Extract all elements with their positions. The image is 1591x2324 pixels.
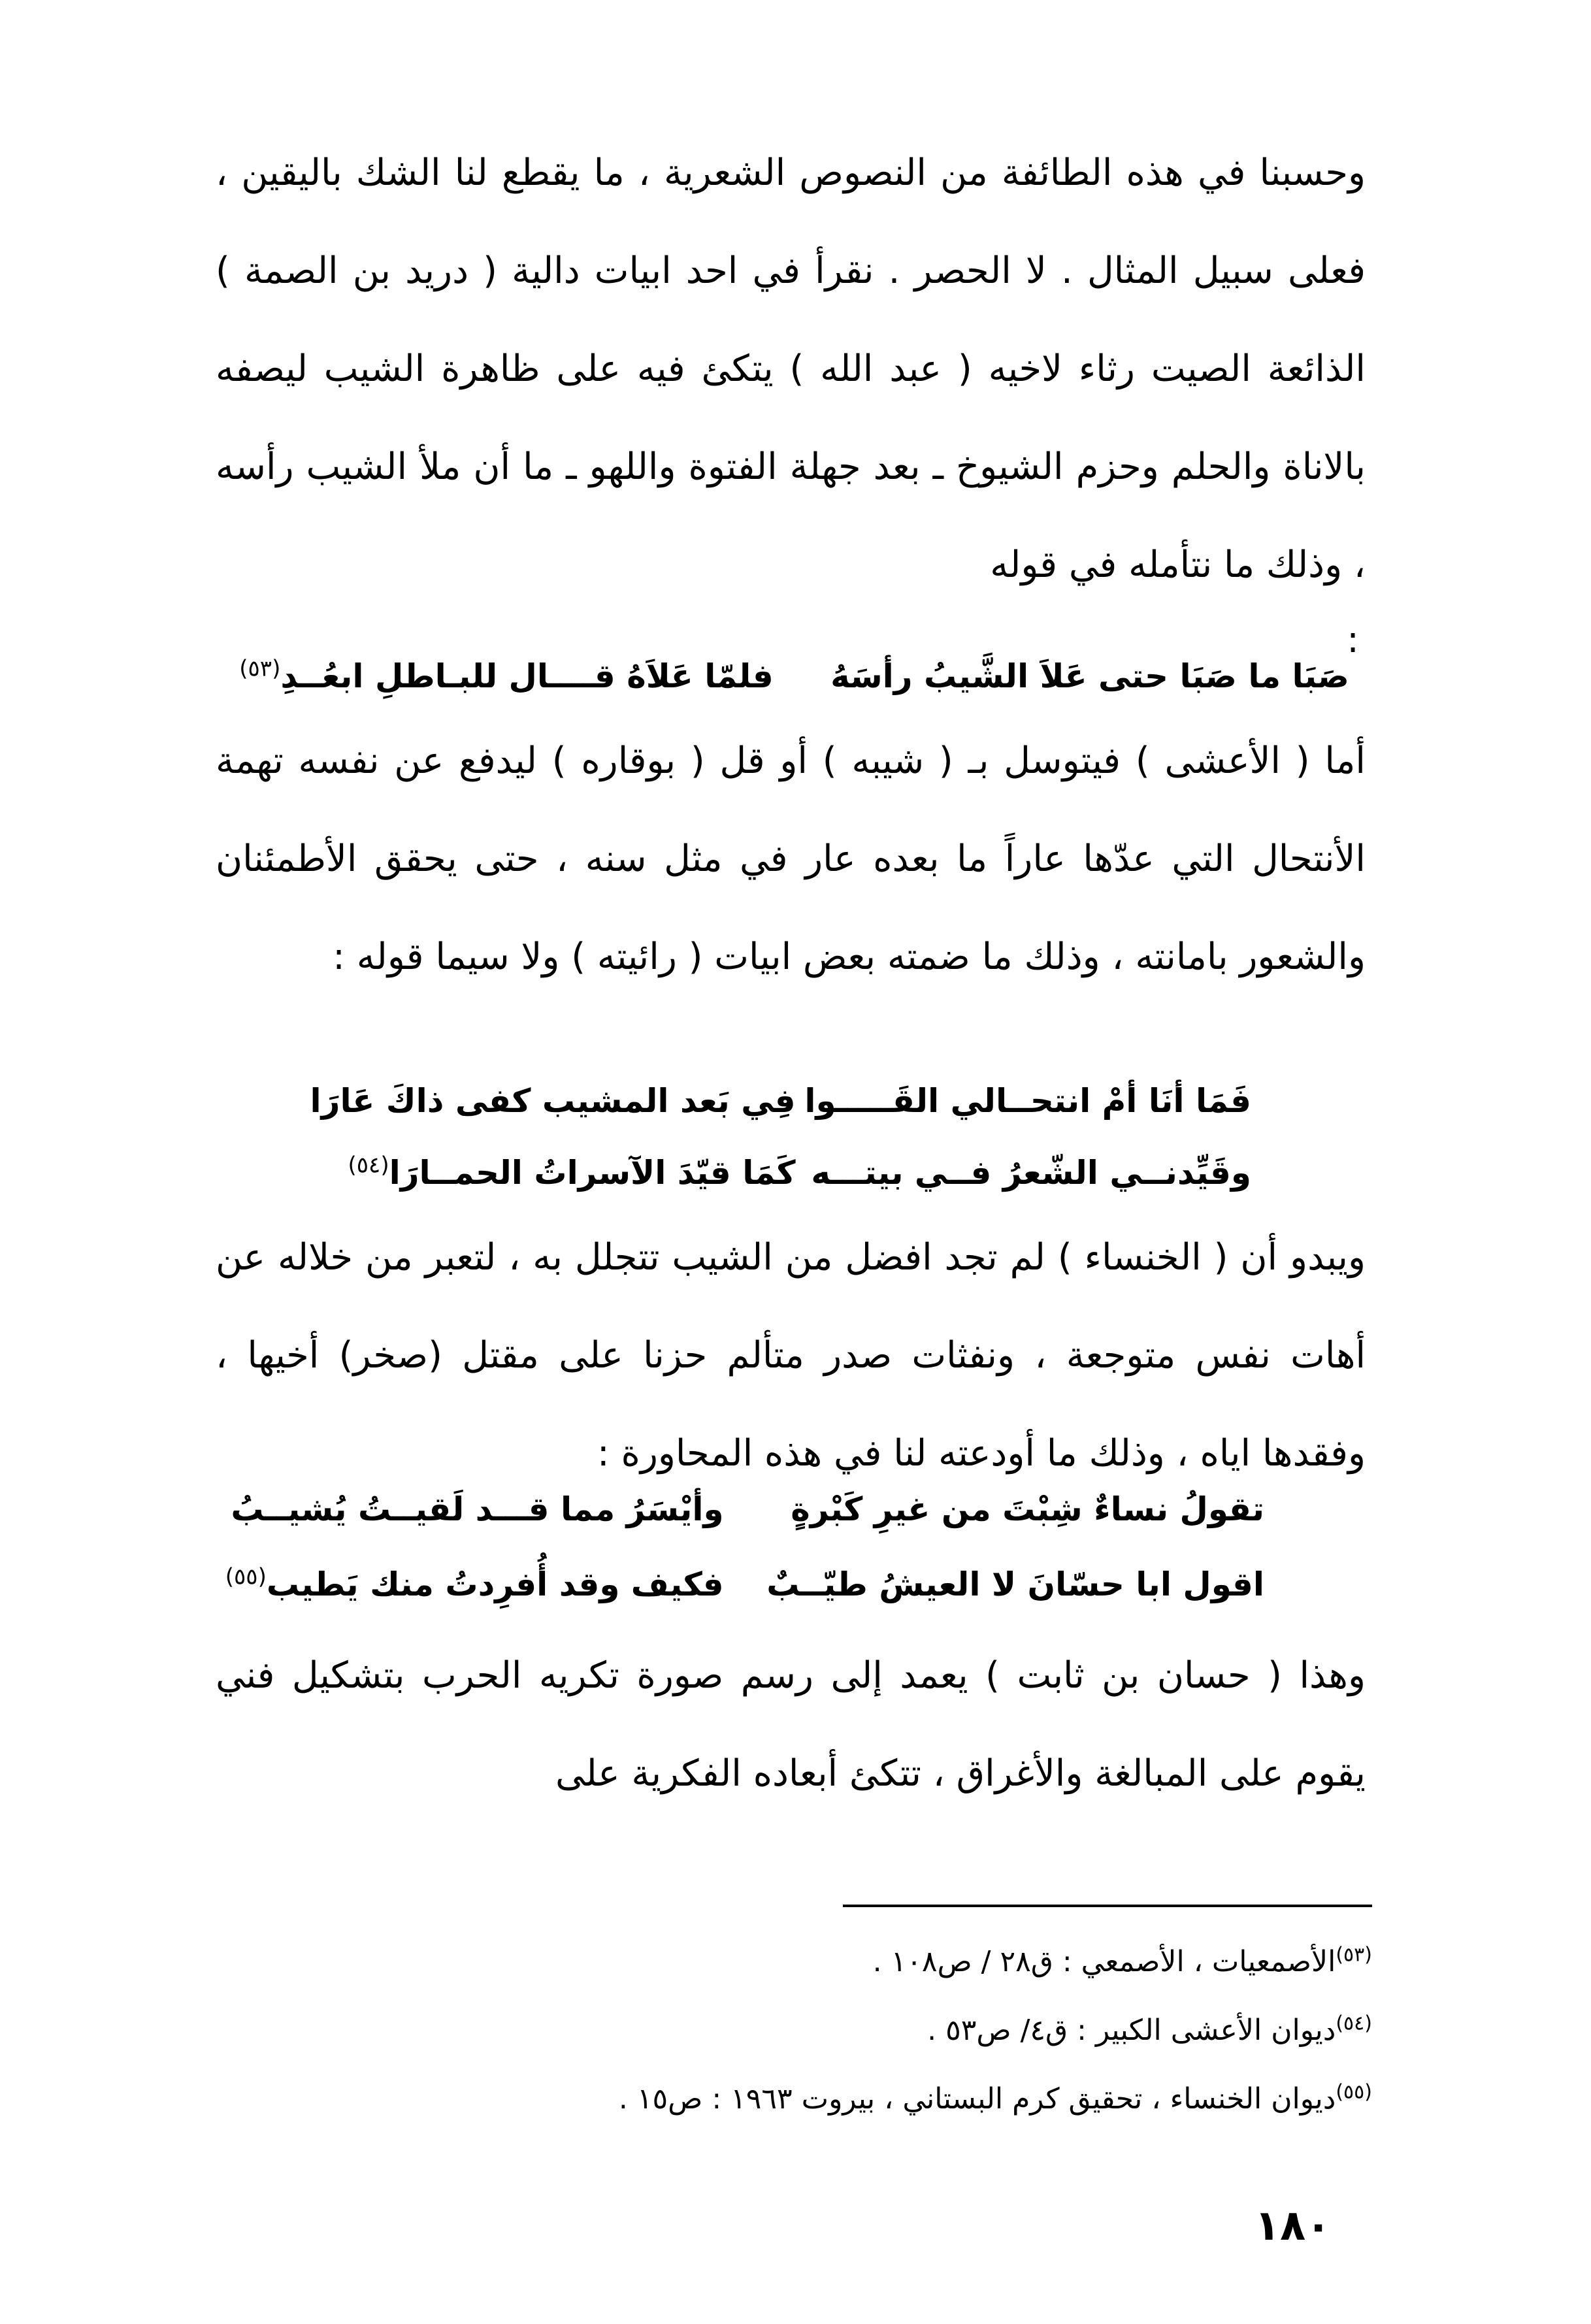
footnote-54-text: ديوان الأعشى الكبير : ق٤/ ص٥٣ .: [927, 2014, 1336, 2047]
verse-55b: [225, 1562, 1264, 1607]
footnote-ref-55: (٥٥): [225, 1563, 267, 1590]
verse-54a-second-hemistich: فِي بَعد المشيب كفى ذاكَ عَارَا: [310, 1082, 796, 1120]
footnote-55: [216, 2065, 1372, 2133]
verse-54a-first-hemistich: فَمَا أنَا أمْ انتحــالي القَـــــوا: [804, 1082, 1251, 1120]
footnote-separator: [843, 1905, 1372, 1907]
footnote-ref-53: (٥٣): [239, 655, 281, 682]
verse-54b-first-hemistich: وقَيِّدنــي الشّعرُ فــي بيتـــه: [811, 1154, 1251, 1192]
footnote-53-ref: (٥٣): [1336, 1943, 1372, 1967]
page-number: ١٨٠: [1255, 2202, 1332, 2250]
verse-55a-second-hemistich: وأيْسَرُ مما قـــد لَقيــتُ يُشيــبُ: [231, 1490, 724, 1528]
verse-55a-first-hemistich: تقولُ نساءٌ شِبْتَ من غيرِ كَبْرةٍ: [791, 1490, 1264, 1528]
verse-54a: [310, 1078, 1251, 1124]
verse-53-second-hemistich: [239, 653, 773, 699]
paragraph-4: وهذا ( حسان بن ثابت ) يعمد إلى رسم صورة تكريه الحرب بتشكيل فني يقوم على المبالغة والأغراق ، تتكئ أبعاده الفكرية على: [216, 1654, 1366, 1795]
paragraph-4-block: [216, 1627, 1366, 1823]
verse-53: [239, 653, 1349, 699]
verse-54b-second-hemistich-text: كَمَا قيّدَ الآسراتُ الحمــارَا: [389, 1154, 796, 1192]
paragraph-1-colon: :: [1347, 619, 1359, 661]
paragraph-3-block: [216, 1209, 1366, 1503]
footnote-53-text: الأصمعيات ، الأصمعي : ق٢٨ / ص١٠٨ .: [872, 1945, 1336, 1978]
verse-55b-second-hemistich: [225, 1562, 724, 1607]
verse-54b-second-hemistich: [348, 1150, 796, 1196]
paragraph-1-block: [216, 124, 1366, 666]
verse-54b: [348, 1150, 1251, 1196]
footnote-54-ref: (٥٤): [1336, 2012, 1372, 2035]
paragraph-1: وحسبنا في هذه الطائفة من النصوص الشعرية ، ما يقطع لنا الشك باليقين ، فعلى سبيل المثال . لا الحصر . نقرأ في احد ابيات دالية ( دريد بن الصمة ) الذائعة الصيت رثاء لاخيه ( عبد الله ) يتكئ فيه على ظاهرة الشيب ليصفه بالاناة والحلم وحزم الشيوخ ـ بعد جهلة الفتوة واللهو ـ ما أن ملأ الشيب رأسه ، وذلك ما نتأمله في قوله: [216, 152, 1366, 586]
footnote-54: [216, 1996, 1372, 2065]
footnotes: [216, 1927, 1372, 2133]
verse-55a: [231, 1486, 1264, 1532]
verse-55b-first-hemistich: اقول ابا حسّانَ لا العيشُ طيّــبٌ: [766, 1565, 1264, 1603]
verse-53-first-hemistich: صَبَا ما صَبَا حتى عَلاَ الشَّيبُ رأسَهُ: [830, 657, 1349, 695]
footnote-55-ref: (٥٥): [1336, 2080, 1372, 2104]
paragraph-3: ويبدو أن ( الخنساء ) لم تجد افضل من الشيب تتجلل به ، لتعبر من خلاله عن أهات نفس متوجعة ، ونفثات صدر متألم حزنا على مقتل (صخر) أخيها ، وفقدها اياه ، وذلك ما أودعته لنا في هذه المحاورة :: [216, 1236, 1366, 1475]
paragraph-2: أما ( الأعشى ) فيتوسل بـ ( شيبه ) أو قل ( بوقاره ) ليدفع عن نفسه تهمة الأنتحال التي عدّها عاراً ما بعده عار في مثل سنه ، حتى يحقق الأطمئنان والشعور بامانته ، وذلك ما ضمته بعض ابيات ( رائيته ) ولا سيما قوله :: [216, 740, 1366, 978]
verse-53-second-hemistich-text: فلمّا عَلاَهُ قــــال للبـاطلِ ابعُــدِ: [280, 657, 774, 695]
footnote-ref-54: (٥٤): [348, 1152, 389, 1179]
paragraph-2-block: [216, 712, 1366, 1006]
footnote-55-text: ديوان الخنساء ، تحقيق كرم البستاني ، بيروت ١٩٦٣ : ص١٥ .: [618, 2082, 1336, 2116]
footnote-53: [216, 1927, 1372, 1996]
verse-55b-second-hemistich-text: فكيف وقد أُفرِدتُ منك يَطيب: [266, 1565, 724, 1603]
